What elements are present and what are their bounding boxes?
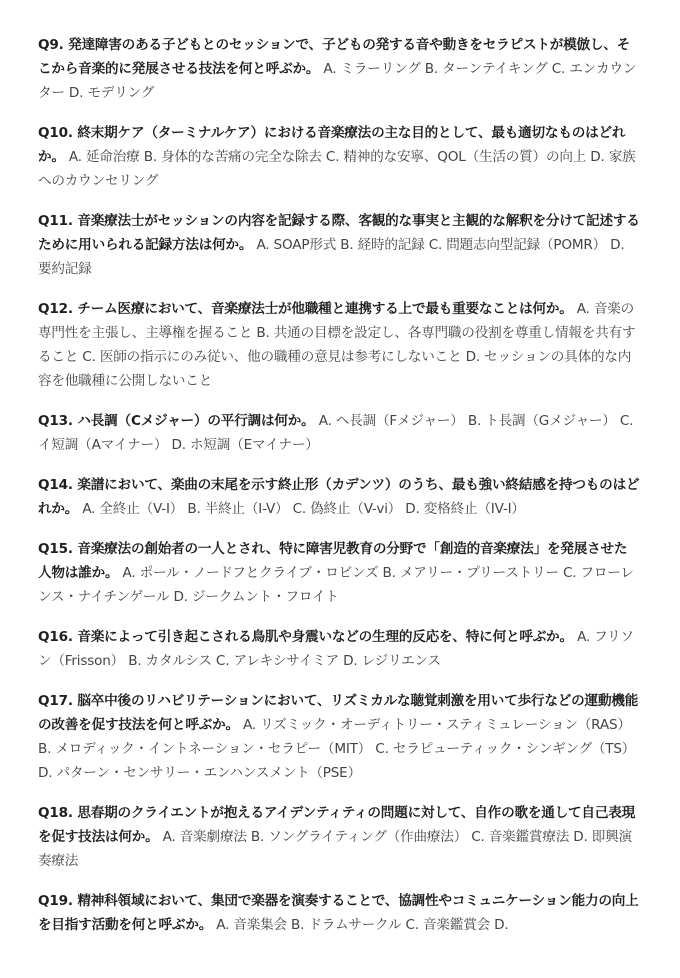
answer-options: A. 延命治療 B. 身体的な苦痛の完全な除去 C. 精神的な安寧、QOL（生活の質）の向上 D. 家族へのカウンセリング (38, 149, 636, 189)
question-q17 (38, 689, 640, 785)
question-q12 (38, 297, 640, 393)
answer-options: A. フリソン（Frisson） B. カタルシス C. アレキシサイミア D. レジリエンス (38, 629, 634, 669)
answer-options: A. ヘ長調（Fメジャー） B. ト長調（Gメジャー） C. イ短調（Aマイナー） D. ホ短調（Eマイナー） (38, 413, 634, 453)
answer-options: A. 音楽集会 B. ドラムサークル C. 音楽鑑賞会 D. (216, 917, 509, 933)
answer-options: A. リズミック・オーディトリー・スティミュレーション（RAS） B. メロディック・イントネーション・セラピー（MIT） C. セラピューティック・シンギング（TS） D. パターン・センサリー・エンハンスメント（PSE） (38, 717, 636, 781)
answer-options: A. ミラーリング B. ターンテイキング C. エンカウンター D. モデリング (38, 61, 637, 101)
answer-options: A. 音楽劇療法 B. ソングライティング（作曲療法） C. 音楽鑑賞療法 D. 即興演奏療法 (38, 829, 632, 869)
question-q14 (38, 473, 640, 521)
question-q19 (38, 889, 640, 937)
question-q15 (38, 537, 640, 609)
question-q9 (38, 33, 640, 105)
question-text: Q18. 思春期のクライエントが抱えるアイデンティティの問題に対して、自作の歌を通して自己表現を促す技法は何か。 (38, 805, 636, 845)
answer-options: A. SOAP形式 B. 経時的記録 C. 問題志向型記録（POMR） D. 要約記録 (38, 237, 625, 277)
question-text: Q16. 音楽によって引き起こされる鳥肌や身震いなどの生理的反応を、特に何と呼ぶか。 (38, 629, 573, 645)
question-text: Q12. チーム医療において、音楽療法士が他職種と連携する上で最も重要なことは何か。 (38, 301, 573, 317)
question-text: Q10. 終末期ケア（ターミナルケア）における音楽療法の主な目的として、最も適切なものはどれか。 (38, 125, 626, 165)
answer-options: A. 音楽の専門性を主張し、主導権を握ること B. 共通の目標を設定し、各専門職の役割を尊重し情報を共有すること C. 医師の指示にのみ従い、他の職種の意見は参考にしないこと D. セッションの具体的な内容を他職種に公開しないこと (38, 301, 636, 389)
answer-options: A. 全終止（V-I） B. 半終止（I-V） C. 偽終止（V-vi） D. 変格終止（IV-I） (82, 501, 525, 517)
question-text: Q14. 楽譜において、楽曲の末尾を示す終止形（カデンツ）のうち、最も強い終結感を持つものはどれか。 (38, 477, 640, 517)
question-text: Q17. 脳卒中後のリハビリテーションにおいて、リズミカルな聴覚刺激を用いて歩行などの運動機能の改善を促す技法を何と呼ぶか。 (38, 693, 639, 733)
question-q16 (38, 625, 640, 673)
question-q11 (38, 209, 640, 281)
question-q13 (38, 409, 640, 457)
answer-options: A. ポール・ノードフとクライブ・ロビンズ B. メアリー・プリーストリー C. フローレンス・ナイチンゲール D. ジークムント・フロイト (38, 565, 634, 605)
question-q18 (38, 801, 640, 873)
question-text: Q9. 発達障害のある子どもとのセッションで、子どもの発する音や動きをセラピストが模倣し、そこから音楽的に発展させる技法を何と呼ぶか。 (38, 37, 631, 77)
question-text: Q11. 音楽療法士がセッションの内容を記録する際、客観的な事実と主観的な解釈を分けて記述するために用いられる記録方法は何か。 (38, 213, 640, 253)
question-text: Q13. ハ長調（Cメジャー）の平行調は何か。 (38, 413, 315, 429)
question-q10 (38, 121, 640, 193)
question-text: Q19. 精神科領域において、集団で楽器を演奏することで、協調性やコミュニケーション能力の向上を目指す活動を何と呼ぶか。 (38, 893, 639, 933)
question-text: Q15. 音楽療法の創始者の一人とされ、特に障害児教育の分野で「創造的音楽療法」を発展させた人物は誰か。 (38, 541, 628, 581)
